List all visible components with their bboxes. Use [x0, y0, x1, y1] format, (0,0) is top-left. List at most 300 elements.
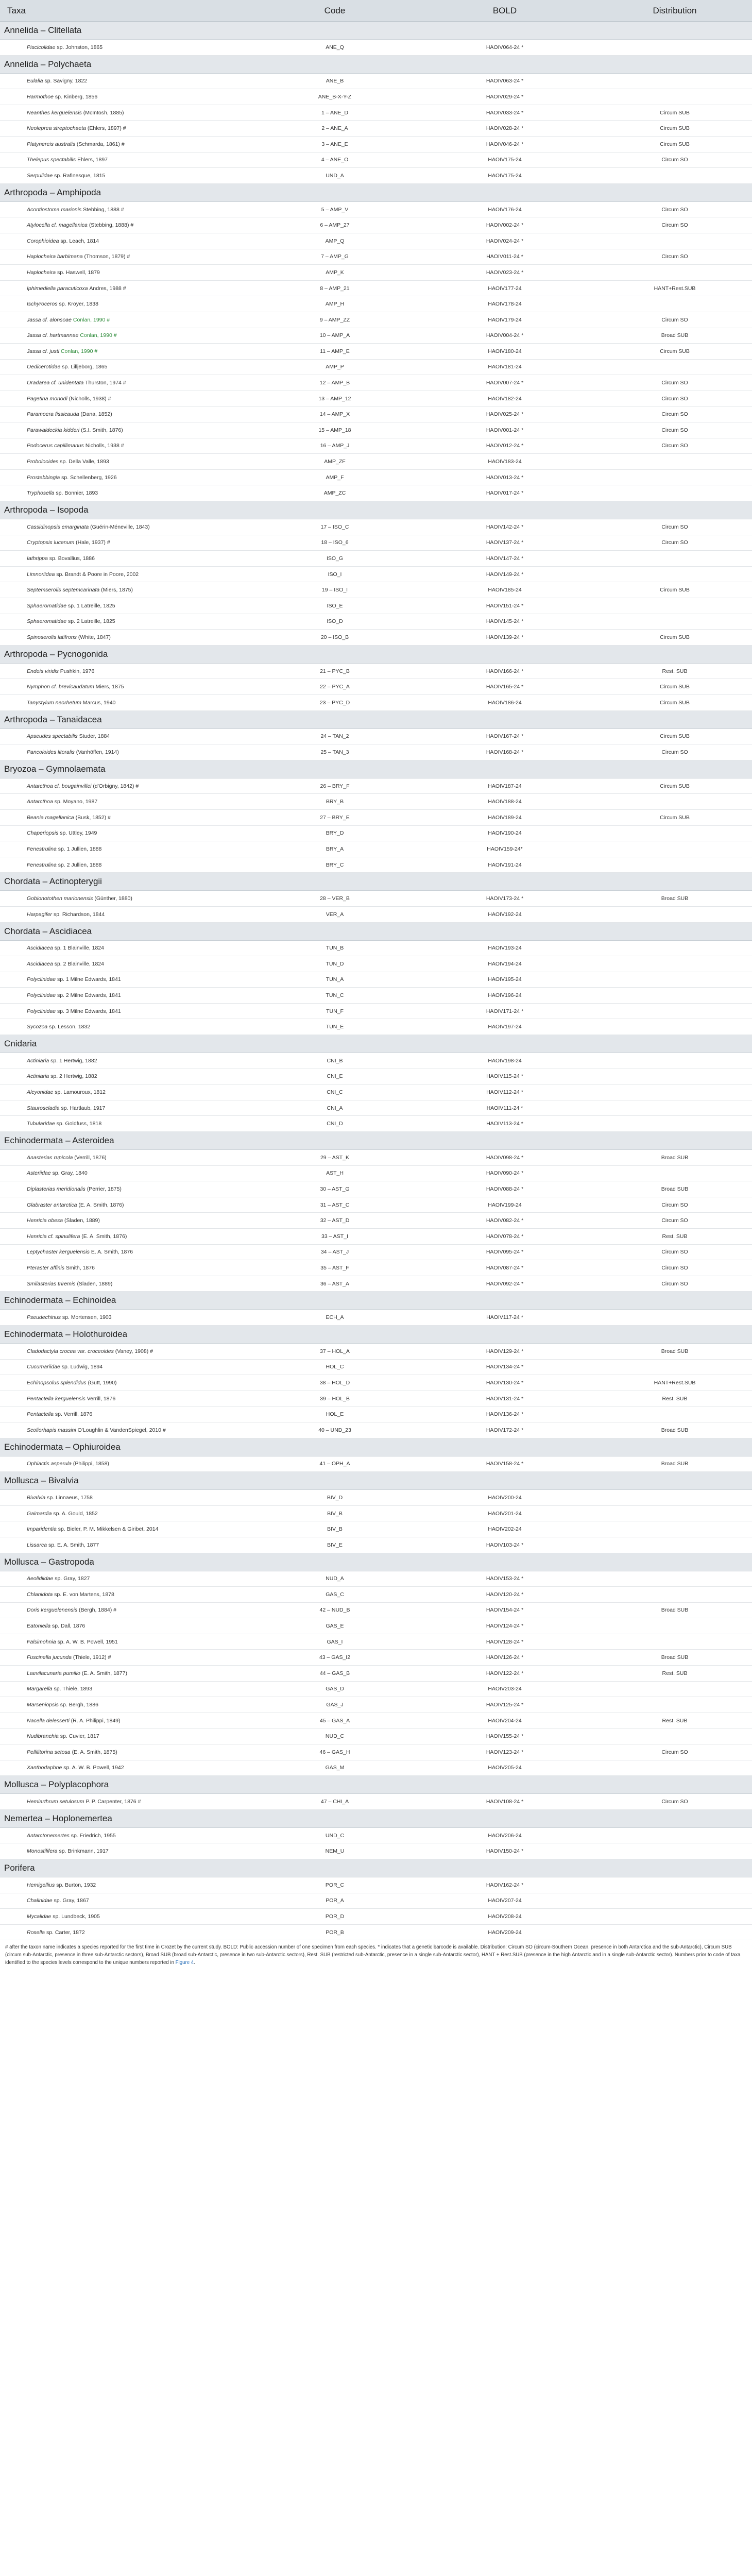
distribution-cell	[597, 598, 752, 614]
bold-accession-cell: HAOIV191-24	[412, 857, 597, 873]
taxon-cell	[0, 809, 258, 825]
code-cell: CNI_A	[258, 1100, 412, 1116]
taxon-cell	[0, 233, 258, 249]
distribution-cell: HANT+Rest.SUB	[597, 280, 752, 296]
code-cell: TUN_C	[258, 988, 412, 1004]
taxon-cell	[0, 778, 258, 794]
taxon-authority: sp. Bovallius, 1886	[49, 555, 95, 562]
code-cell: ISO_E	[258, 598, 412, 614]
table-row	[0, 1634, 752, 1650]
code-cell: NUD_C	[258, 1728, 412, 1744]
distribution-cell: Rest. SUB	[597, 1229, 752, 1245]
header-distribution: Distribution	[597, 0, 752, 22]
table-row	[0, 249, 752, 265]
taxon-name: Cassidinopsis emarginata	[27, 523, 89, 530]
figure-4-link[interactable]: Figure 4	[175, 1960, 194, 1966]
table-row	[0, 40, 752, 56]
code-cell: ANE_B-X-Y-Z	[258, 89, 412, 105]
bold-accession-cell: HAOIV011-24 *	[412, 249, 597, 265]
taxon-authority: (R. A. Philippi, 1849)	[71, 1717, 121, 1724]
taxon-name: Actiniaria	[27, 1073, 49, 1080]
bold-accession-cell: HAOIV087-24 *	[412, 1260, 597, 1276]
header-code: Code	[258, 0, 412, 22]
distribution-cell: Circum SO	[597, 152, 752, 168]
taxon-name: Scoliorhapis massini	[27, 1427, 76, 1433]
taxon-cell	[0, 1003, 258, 1019]
distribution-cell	[597, 265, 752, 281]
code-cell: AMP_F	[258, 469, 412, 485]
bold-accession-cell: HAOIV182-24	[412, 391, 597, 406]
taxon-authority: sp. Schellenberg, 1926	[61, 474, 117, 481]
taxon-name: Hemiarthrum setulosum	[27, 1799, 84, 1805]
table-row	[0, 1213, 752, 1229]
taxon-name: Henricia obesa	[27, 1217, 63, 1224]
taxon-name: Chalinidae	[27, 1897, 53, 1904]
group-name: Chordata – Ascidiacea	[0, 922, 752, 940]
table-row	[0, 663, 752, 679]
bold-accession-cell: HAOIV185-24	[412, 582, 597, 598]
taxon-name: Lissarca	[27, 1541, 47, 1548]
distribution-cell	[597, 233, 752, 249]
taxon-authority: sp. Gray, 1867	[54, 1897, 89, 1904]
taxon-authority: sp. Verrill, 1876	[55, 1411, 93, 1418]
group-name: Bryozoa – Gymnolaemata	[0, 760, 752, 778]
taxon-name: Antarcthoa	[27, 799, 53, 805]
taxon-name: Prostebbingia	[27, 474, 60, 481]
bold-accession-cell: HAOIV176-24	[412, 201, 597, 217]
group-name: Annelida – Clitellata	[0, 22, 752, 40]
taxon-name: Haplocheira	[27, 269, 56, 276]
taxon-cell	[0, 1053, 258, 1069]
taxon-authority: (Sladen, 1889)	[77, 1280, 113, 1287]
taxon-cell	[0, 312, 258, 328]
taxon-cell	[0, 1084, 258, 1100]
distribution-cell: Rest. SUB	[597, 1391, 752, 1406]
taxon-authority: sp. A. W. B. Powell, 1942	[63, 1765, 124, 1771]
bold-accession-cell: HAOIV117-24 *	[412, 1310, 597, 1326]
table-row	[0, 1877, 752, 1893]
taxon-cell	[0, 1260, 258, 1276]
group-header-row	[0, 922, 752, 940]
taxon-cell	[0, 988, 258, 1004]
taxon-cell	[0, 1244, 258, 1260]
table-row	[0, 121, 752, 137]
bold-accession-cell: HAOIV142-24 *	[412, 519, 597, 535]
bold-accession-cell: HAOIV180-24	[412, 344, 597, 360]
distribution-cell	[597, 40, 752, 56]
table-row	[0, 794, 752, 810]
taxon-cell	[0, 168, 258, 184]
group-header-row	[0, 1776, 752, 1794]
distribution-cell: Circum SUB	[597, 694, 752, 710]
taxon-authority: (White, 1847)	[78, 634, 111, 640]
distribution-cell	[597, 73, 752, 89]
taxon-name: Antarctonemertes	[27, 1832, 70, 1839]
distribution-cell	[597, 1760, 752, 1776]
group-name: Echinodermata – Echinoidea	[0, 1292, 752, 1310]
taxon-name: Polyclinidae	[27, 976, 56, 983]
table-row	[0, 940, 752, 956]
taxon-authority: sp. Gray, 1840	[52, 1170, 88, 1177]
taxon-authority: sp. E. A. Smith, 1877	[48, 1541, 99, 1548]
bold-accession-cell: HAOIV183-24	[412, 454, 597, 470]
taxon-authority: (Stebbing, 1888) #	[89, 222, 134, 229]
taxon-cell	[0, 1375, 258, 1391]
bold-accession-cell: HAOIV124-24 *	[412, 1618, 597, 1634]
table-row	[0, 1490, 752, 1506]
taxon-authority: (Gutt, 1990)	[88, 1379, 117, 1386]
taxon-name: Actiniaria	[27, 1057, 49, 1064]
code-cell: ISO_D	[258, 614, 412, 630]
taxon-cell	[0, 1571, 258, 1587]
taxon-cell	[0, 391, 258, 406]
code-cell: 24 – TAN_2	[258, 728, 412, 744]
taxon-authority: Nicholls, 1938 #	[85, 443, 124, 449]
taxon-authority: sp. Richardson, 1844	[53, 911, 105, 918]
distribution-cell	[597, 841, 752, 857]
taxon-name: Septemserolis septemcarinata	[27, 587, 100, 594]
code-cell: BRY_D	[258, 825, 412, 841]
taxon-name: Acontiostoma marionis	[27, 206, 82, 213]
table-row	[0, 906, 752, 922]
code-cell: 30 – AST_G	[258, 1181, 412, 1197]
bold-accession-cell: HAOIV082-24 *	[412, 1213, 597, 1229]
table-row	[0, 217, 752, 233]
taxon-cell	[0, 136, 258, 152]
taxon-cell	[0, 1618, 258, 1634]
taxon-cell	[0, 794, 258, 810]
bold-accession-cell: HAOIV126-24 *	[412, 1650, 597, 1666]
table-row	[0, 1197, 752, 1213]
bold-accession-cell: HAOIV202-24	[412, 1521, 597, 1537]
distribution-cell	[597, 1490, 752, 1506]
taxon-cell	[0, 535, 258, 551]
taxon-cell	[0, 1666, 258, 1682]
table-row	[0, 519, 752, 535]
code-cell: GAS_D	[258, 1681, 412, 1697]
group-header-row	[0, 760, 752, 778]
table-row	[0, 1244, 752, 1260]
taxon-authority: (Nicholls, 1938) #	[69, 395, 111, 402]
taxon-authority: (Thiele, 1912) #	[73, 1654, 111, 1661]
taxon-authority: sp. Gray, 1827	[55, 1575, 90, 1582]
taxon-name: Podocerus capillimanus	[27, 443, 84, 449]
bold-accession-cell: HAOIV125-24 *	[412, 1697, 597, 1713]
code-cell: 37 – HOL_A	[258, 1343, 412, 1359]
table-row	[0, 1181, 752, 1197]
distribution-cell: Circum SO	[597, 1260, 752, 1276]
taxon-name: Glabraster antarctica	[27, 1201, 77, 1208]
bold-accession-cell: HAOIV190-24	[412, 825, 597, 841]
bold-accession-cell: HAOIV092-24 *	[412, 1276, 597, 1292]
code-cell: CNI_E	[258, 1069, 412, 1084]
bold-accession-cell: HAOIV136-24 *	[412, 1406, 597, 1422]
distribution-cell: Broad SUB	[597, 328, 752, 344]
bold-accession-cell: HAOIV192-24	[412, 906, 597, 922]
bold-accession-cell: HAOIV122-24 *	[412, 1666, 597, 1682]
taxon-authority-link[interactable]: Conlan, 1990 #	[60, 348, 98, 354]
taxon-cell	[0, 857, 258, 873]
taxon-name: Pseudechinus	[27, 1314, 61, 1321]
code-cell: 13 – AMP_12	[258, 391, 412, 406]
table-row	[0, 454, 752, 470]
table-row	[0, 809, 752, 825]
taxon-cell	[0, 1116, 258, 1132]
bold-accession-cell: HAOIV108-24 *	[412, 1794, 597, 1810]
distribution-cell	[597, 1827, 752, 1843]
taxon-cell	[0, 1069, 258, 1084]
taxon-authority: Andres, 1988 #	[89, 285, 126, 292]
taxon-name: Anasterias rupicola	[27, 1154, 73, 1161]
taxon-name: Corophioidea	[27, 238, 59, 244]
table-row	[0, 1276, 752, 1292]
taxon-cell	[0, 217, 258, 233]
taxon-authority: (Hale, 1937) #	[76, 539, 110, 546]
code-cell: AMP_P	[258, 359, 412, 375]
taxon-cell	[0, 1343, 258, 1359]
table-row	[0, 1019, 752, 1035]
taxon-cell	[0, 121, 258, 137]
code-cell: 20 – ISO_B	[258, 630, 412, 646]
table-row	[0, 105, 752, 121]
code-cell: 6 – AMP_27	[258, 217, 412, 233]
group-name: Annelida – Polychaeta	[0, 55, 752, 73]
taxon-cell	[0, 1310, 258, 1326]
taxon-authority: sp. Linnaeus, 1758	[47, 1494, 93, 1501]
distribution-cell	[597, 956, 752, 972]
taxon-cell	[0, 280, 258, 296]
table-row	[0, 1587, 752, 1603]
bold-accession-cell: HAOIV130-24 *	[412, 1375, 597, 1391]
taxon-cell	[0, 566, 258, 582]
taxon-cell	[0, 1019, 258, 1035]
taxon-name: Jassa cf. justi	[27, 348, 60, 354]
taxon-name: Fenestrulina	[27, 845, 57, 852]
distribution-cell	[597, 1587, 752, 1603]
code-cell: POR_A	[258, 1893, 412, 1909]
group-name: Mollusca – Gastropoda	[0, 1553, 752, 1571]
bold-accession-cell: HAOIV149-24 *	[412, 566, 597, 582]
table-row	[0, 344, 752, 360]
taxon-name: Echinopsolus splendidus	[27, 1379, 87, 1386]
taxon-cell	[0, 582, 258, 598]
code-cell: AMP_K	[258, 265, 412, 281]
taxon-cell	[0, 1406, 258, 1422]
taxon-authority: (Bergh, 1884) #	[78, 1607, 116, 1614]
distribution-cell: Circum SUB	[597, 728, 752, 744]
bold-accession-cell: HAOIV023-24 *	[412, 265, 597, 281]
taxon-authority: sp. Bonnier, 1893	[56, 490, 98, 497]
taxon-authority: sp. 2 Jullien, 1888	[58, 861, 102, 868]
distribution-cell: HANT+Rest.SUB	[597, 1375, 752, 1391]
distribution-cell: Circum SO	[597, 1744, 752, 1760]
taxon-cell	[0, 891, 258, 907]
taxon-name: Bivalvia	[27, 1494, 46, 1501]
code-cell: 43 – GAS_I2	[258, 1650, 412, 1666]
taxon-authority: sp. Brandt & Poore in Poore, 2002	[56, 571, 139, 578]
distribution-cell: Circum SO	[597, 438, 752, 454]
taxon-authority: sp. A. Gould, 1852	[53, 1510, 98, 1517]
taxon-authority: Studer, 1884	[79, 733, 110, 740]
distribution-cell	[597, 1116, 752, 1132]
taxon-cell	[0, 359, 258, 375]
bold-accession-cell: HAOIV172-24 *	[412, 1422, 597, 1438]
bold-accession-cell: HAOIV203-24	[412, 1681, 597, 1697]
table-row	[0, 406, 752, 422]
taxon-authority: (E. A. Smith, 1877)	[81, 1670, 127, 1676]
group-name: Arthropoda – Tanaidacea	[0, 710, 752, 728]
distribution-cell	[597, 1359, 752, 1375]
taxon-cell	[0, 1877, 258, 1893]
table-row	[0, 1150, 752, 1166]
distribution-cell	[597, 1893, 752, 1909]
taxon-cell	[0, 344, 258, 360]
bold-accession-cell: HAOIV200-24	[412, 1490, 597, 1506]
code-cell: 33 – AST_I	[258, 1229, 412, 1245]
distribution-cell: Circum SUB	[597, 582, 752, 598]
bold-accession-cell: HAOIV189-24	[412, 809, 597, 825]
taxon-name: Jassa cf. hartmannae	[27, 332, 79, 339]
taxon-cell	[0, 1697, 258, 1713]
taxon-cell	[0, 663, 258, 679]
code-cell: BIV_E	[258, 1537, 412, 1553]
bold-accession-cell: HAOIV002-24 *	[412, 217, 597, 233]
taxon-authority: (McIntosh, 1885)	[83, 109, 124, 116]
distribution-cell: Circum SUB	[597, 630, 752, 646]
code-cell: 21 – PYC_B	[258, 663, 412, 679]
group-header-row	[0, 1292, 752, 1310]
taxon-authority: sp. Carter, 1872	[46, 1929, 85, 1936]
taxon-cell	[0, 906, 258, 922]
taxon-authority: sp. Mortensen, 1903	[62, 1314, 112, 1321]
header-taxa: Taxa	[0, 0, 258, 22]
distribution-cell: Circum SO	[597, 1244, 752, 1260]
table-row	[0, 1697, 752, 1713]
distribution-cell: Rest. SUB	[597, 663, 752, 679]
table-row	[0, 1456, 752, 1472]
group-name: Arthropoda – Isopoda	[0, 501, 752, 519]
taxon-name: Polyclinidae	[27, 992, 56, 999]
code-cell: GAS_M	[258, 1760, 412, 1776]
taxon-name: Atylocella cf. magellanica	[27, 222, 88, 229]
taxon-name: Oradarea cf. unidentata	[27, 380, 84, 386]
distribution-cell	[597, 296, 752, 312]
bold-accession-cell: HAOIV171-24 *	[412, 1003, 597, 1019]
distribution-cell: Circum SO	[597, 1213, 752, 1229]
distribution-cell: Circum SO	[597, 249, 752, 265]
code-cell: 10 – AMP_A	[258, 328, 412, 344]
taxon-name: Nudibranchia	[27, 1733, 59, 1740]
taxon-cell	[0, 728, 258, 744]
group-header-row	[0, 22, 752, 40]
bold-accession-cell: HAOIV046-24 *	[412, 136, 597, 152]
distribution-cell: Circum SO	[597, 391, 752, 406]
code-cell: 34 – AST_J	[258, 1244, 412, 1260]
distribution-cell: Circum SO	[597, 217, 752, 233]
taxon-authority-link[interactable]: Conlan, 1990 #	[80, 332, 117, 339]
taxon-name: Paramoera fissicauda	[27, 411, 79, 418]
distribution-cell	[597, 1165, 752, 1181]
taxon-name: Doris kerguelenensis	[27, 1607, 78, 1614]
distribution-cell	[597, 485, 752, 501]
taxon-name: Henricia cf. spinulifera	[27, 1233, 80, 1240]
distribution-cell	[597, 825, 752, 841]
table-row	[0, 1602, 752, 1618]
distribution-cell	[597, 1505, 752, 1521]
distribution-cell	[597, 1843, 752, 1859]
table-row	[0, 1571, 752, 1587]
bold-accession-cell: HAOIV025-24 *	[412, 406, 597, 422]
taxon-authority: sp. Cuvier, 1817	[60, 1733, 99, 1740]
taxon-cell	[0, 469, 258, 485]
table-row	[0, 1505, 752, 1521]
table-row	[0, 1100, 752, 1116]
taxon-cell	[0, 201, 258, 217]
taxon-authority: sp. Brinkmann, 1917	[59, 1848, 109, 1855]
code-cell: BIV_D	[258, 1490, 412, 1506]
group-header-row	[0, 1809, 752, 1827]
table-row	[0, 1310, 752, 1326]
distribution-cell: Broad SUB	[597, 1343, 752, 1359]
taxon-cell	[0, 1760, 258, 1776]
taxon-name: Diplasterias meridionalis	[27, 1186, 86, 1193]
distribution-cell	[597, 1100, 752, 1116]
taxon-name: Eulalia	[27, 78, 43, 84]
table-row	[0, 535, 752, 551]
distribution-cell	[597, 551, 752, 567]
taxon-authority: (Dana, 1852)	[80, 411, 112, 418]
taxon-name: Probolooides	[27, 459, 59, 465]
bold-accession-cell: HAOIV095-24 *	[412, 1244, 597, 1260]
taxon-authority: (d'Orbigny, 1842) #	[93, 783, 139, 789]
bold-accession-cell: HAOIV064-24 *	[412, 40, 597, 56]
code-cell: CNI_B	[258, 1053, 412, 1069]
code-cell: 14 – AMP_X	[258, 406, 412, 422]
table-row	[0, 1069, 752, 1084]
table-row	[0, 265, 752, 281]
taxon-authority-link[interactable]: Conlan, 1990 #	[73, 316, 110, 323]
group-name: Nemertea – Hoplonemertea	[0, 1809, 752, 1827]
taxon-authority: (Sladen, 1889)	[64, 1217, 100, 1224]
bold-accession-cell: HAOIV147-24 *	[412, 551, 597, 567]
group-header-row	[0, 710, 752, 728]
bold-accession-cell: HAOIV208-24	[412, 1909, 597, 1925]
taxon-cell	[0, 956, 258, 972]
taxon-cell	[0, 1150, 258, 1166]
distribution-cell	[597, 469, 752, 485]
taxon-cell	[0, 1521, 258, 1537]
bold-accession-cell: HAOIV115-24 *	[412, 1069, 597, 1084]
taxon-cell	[0, 40, 258, 56]
code-cell: BRY_C	[258, 857, 412, 873]
bold-accession-cell: HAOIV139-24 *	[412, 630, 597, 646]
taxon-cell	[0, 1728, 258, 1744]
taxon-authority: sp. 2 Hertwig, 1882	[50, 1073, 97, 1080]
bold-accession-cell: HAOIV024-24 *	[412, 233, 597, 249]
taxon-authority: Verrill, 1876	[87, 1395, 116, 1402]
taxon-authority: sp. 1 Jullien, 1888	[58, 845, 102, 852]
bold-accession-cell: HAOIV194-24	[412, 956, 597, 972]
distribution-cell	[597, 1697, 752, 1713]
bold-accession-cell: HAOIV188-24	[412, 794, 597, 810]
bold-accession-cell: HAOIV078-24 *	[412, 1229, 597, 1245]
code-cell: 23 – PYC_D	[258, 694, 412, 710]
code-cell: POR_D	[258, 1909, 412, 1925]
distribution-cell: Circum SO	[597, 375, 752, 391]
taxon-authority: sp. Dall, 1876	[52, 1623, 86, 1630]
code-cell: 1 – ANE_D	[258, 105, 412, 121]
code-cell: CNI_C	[258, 1084, 412, 1100]
